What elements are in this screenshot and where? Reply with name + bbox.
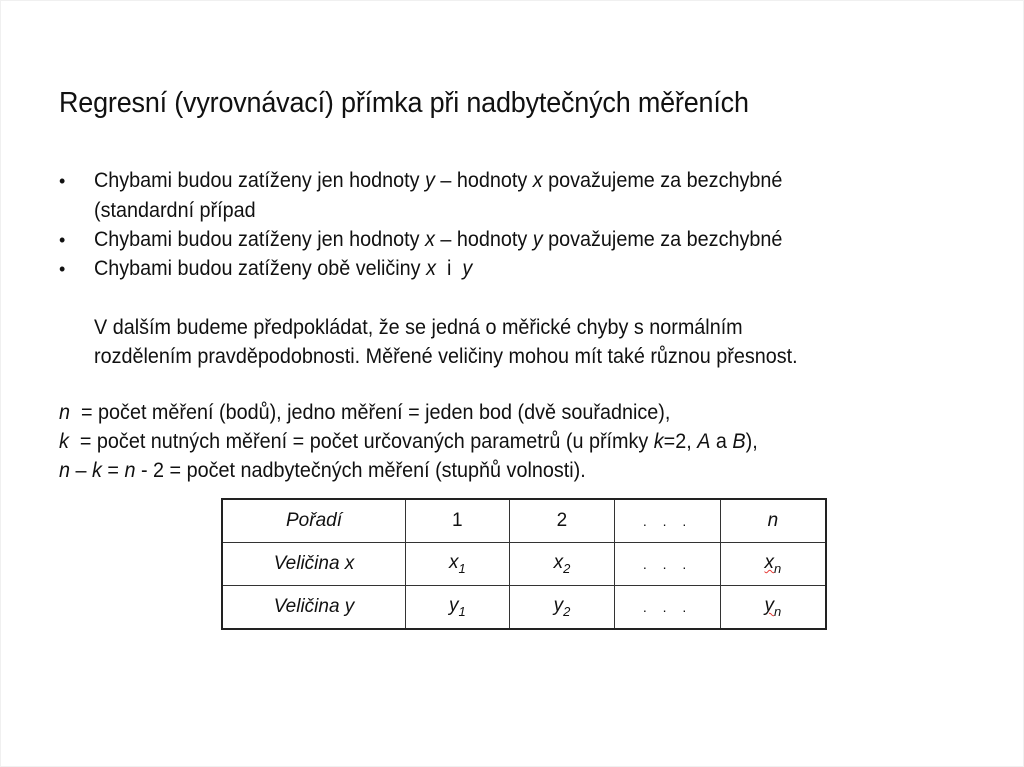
slide-title: Regresní (vyrovnávací) přímka při nadbytečných měřeních [59,87,749,119]
definition-k [59,429,758,454]
header-cell-1: 1 [406,499,510,543]
symbol-k: k [653,429,664,453]
definition-k-text: = počet nutných měření = počet určovaných parametrů (u přímky [68,429,654,453]
header-cell-2: 2 [509,499,615,543]
var-x: x [553,552,564,574]
bullet-2-text: Chybami budou zatíženy jen hodnoty [94,227,425,251]
bullet-icon: • [59,171,66,191]
var-y: y [424,168,435,192]
and-text: a [710,429,733,453]
cell-y-ellipsis: . . . [615,586,721,630]
var-y: y [462,256,473,280]
bullet-1 [94,168,782,193]
bullet-2-text-end: považujeme za bezchybné [542,227,783,251]
definition-n-text: = počet měření (bodů), jedno měření = jeden bod (dvě souřadnice), [70,400,671,424]
subscript: n [774,560,782,576]
var-x: x [424,227,435,251]
definition-nk-text: - 2 = počet nadbytečných měření (stupňů volnosti). [135,458,586,482]
paragraph-line-1: V dalším budeme předpokládat, že se jedná o měřické chyby s normálním [94,315,743,339]
bullet-3-text: Chybami budou zatíženy obě veličiny [94,256,427,280]
symbol-n: n [59,400,71,424]
header-cell-ellipsis: . . . [615,499,721,543]
symbol-A: A [697,429,711,453]
var-x: x [448,552,459,574]
symbol-n: n [59,458,71,482]
bullet-icon: • [59,230,66,250]
header-cell-order: Pořadí [222,499,406,543]
subscript: 2 [563,603,571,619]
subscript: 1 [458,560,466,576]
table-row-order [222,499,826,543]
bullet-1-text: Chybami budou zatíženy jen hodnoty [94,168,425,192]
cell-x1 [406,543,510,586]
table-row-y [222,586,826,630]
var-y: y [532,227,543,251]
row-label-x: Veličina x [222,543,406,586]
bullet-2-text-mid: – hodnoty [434,227,533,251]
cell-yn [720,586,826,630]
cell-x-ellipsis: . . . [615,543,721,586]
bullet-icon: • [59,259,66,279]
equals: = [101,458,125,482]
var-x: x [764,552,775,574]
var-x: x [532,168,543,192]
subscript: n [774,603,782,619]
bullet-1-text-end: považujeme za bezchybné [542,168,783,192]
definition-n-minus-k [59,458,586,483]
row-label-y: Veličina y [222,586,406,630]
cell-xn [720,543,826,586]
cell-y1 [406,586,510,630]
subscript: 2 [563,560,571,576]
definition-n [59,400,670,425]
symbol-n: n [124,458,136,482]
bullet-2 [94,227,782,252]
table-row-x [222,543,826,586]
k-value: =2, [663,429,698,453]
cell-y2 [509,586,615,630]
paragraph-line-2: rozdělením pravděpodobnosti. Měřené veličiny mohou mít také různou přesnost. [94,344,798,368]
bullet-1-text-mid: – hodnoty [434,168,533,192]
header-cell-n: n [720,499,826,543]
definition-k-end: ), [745,429,758,453]
bullet-3 [94,256,472,281]
subscript: 1 [458,603,466,619]
bullet-3-text-mid: i [435,256,463,280]
var-y: y [764,595,775,617]
symbol-k: k [59,429,69,453]
var-y: y [553,595,564,617]
var-y: y [448,595,459,617]
bullet-1-continuation: (standardní případ [94,198,256,222]
symbol-k: k [92,458,102,482]
cell-x2 [509,543,615,586]
symbol-B: B [732,429,746,453]
measurement-table [221,498,827,630]
var-x: x [426,256,436,280]
dash: – [70,458,93,482]
